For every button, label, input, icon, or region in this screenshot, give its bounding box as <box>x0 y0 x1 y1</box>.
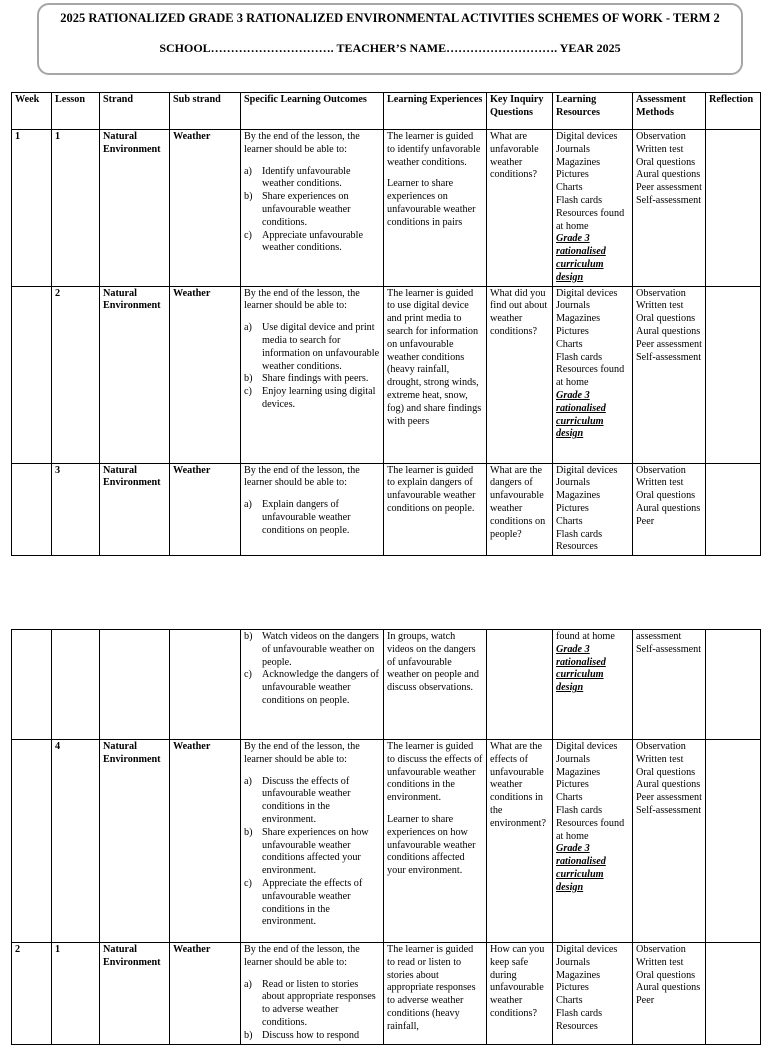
outcomes-intro: By the end of the lesson, the learner should be able to: <box>244 287 360 312</box>
experiences-cell <box>384 630 487 740</box>
col-header-strand: Strand <box>100 93 170 130</box>
sub-strand-cell: Weather <box>170 463 241 556</box>
assessment-cell <box>633 630 706 740</box>
empty-cell <box>52 630 100 740</box>
lesson-row-continued <box>12 630 761 740</box>
col-header-week: Week <box>12 93 52 130</box>
experience-text: The learner is guided to identify unfavorable weather conditions. <box>387 131 481 168</box>
week-cell: 2 <box>12 943 52 1045</box>
outcome-text: Read or listen to stories about appropriate responses to adverse weather conditions. <box>262 978 376 1028</box>
outcome-text: Explain dangers of unfavourable weather conditions on people. <box>262 499 351 536</box>
resources-cell <box>553 630 633 740</box>
assessment-item: Observation <box>636 287 686 299</box>
experience-text: In groups, watch videos on the dangers of unfavourable weather on people and discuss observations. <box>387 631 479 694</box>
spacer <box>387 805 483 814</box>
spacer <box>244 313 380 322</box>
outcome-item <box>244 776 380 827</box>
lesson-cell: 1 <box>52 130 100 287</box>
assessment-cell <box>633 463 706 556</box>
resource-item: Journals <box>556 143 590 155</box>
outcome-marker: b) <box>244 373 253 385</box>
empty-cell <box>100 630 170 740</box>
assessment-item: Peer assessment <box>636 792 702 804</box>
sub-strand-cell: Weather <box>170 130 241 287</box>
curriculum-design-link: Grade 3 rationalised curriculum design <box>556 389 606 440</box>
lesson-cell: 4 <box>52 740 100 943</box>
week-cell: 1 <box>12 130 52 287</box>
assessment-item: Written test <box>636 477 684 489</box>
outcomes-intro: By the end of the lesson, the learner should be able to: <box>244 944 360 968</box>
resources-cell <box>553 130 633 287</box>
outcome-marker: b) <box>244 1029 253 1041</box>
resource-item: Charts <box>556 995 583 1007</box>
outcome-marker: b) <box>244 826 253 838</box>
resource-item: Resources <box>556 541 598 553</box>
outcome-text: Acknowledge the dangers of unfavourable weather conditions on people. <box>262 669 379 706</box>
outcomes-cell <box>241 943 384 1045</box>
outcome-text: Discuss how to respond <box>262 1029 360 1041</box>
experience-text: The learner is guided to discuss the effects of unfavourable weather conditions in the environment. <box>387 741 483 804</box>
resource-item: Charts <box>556 338 583 350</box>
key-question-cell: What are the effects of unfavourable weather conditions in the environment? <box>487 740 553 943</box>
outcome-item <box>244 1030 380 1043</box>
outcome-text: Share findings with peers. <box>262 373 369 385</box>
assessment-item: Aural questions <box>636 982 701 994</box>
outcomes-cell <box>241 463 384 556</box>
curriculum-design-link: Grade 3 rationalised curriculum design <box>556 843 606 893</box>
experiences-cell <box>384 463 487 556</box>
outcomes-intro: By the end of the lesson, the learner should be able to: <box>244 131 360 155</box>
resource-item: Charts <box>556 182 583 194</box>
spacer <box>244 157 380 166</box>
col-header-key-questions: Key Inquiry Questions <box>487 93 553 130</box>
assessment-cell <box>633 286 706 463</box>
outcome-marker: c) <box>244 669 252 681</box>
assessment-item: Aural questions <box>636 169 701 181</box>
spacer <box>244 490 380 499</box>
outcomes-cell <box>241 286 384 463</box>
scheme-table-page-2 <box>11 629 761 1045</box>
outcome-text: Use digital device and print media to search for information on unfavourable weather conditions. <box>262 322 380 372</box>
assessment-item: Oral questions <box>636 156 696 168</box>
outcome-item <box>244 373 380 386</box>
assessment-item: Self-assessment <box>636 194 702 206</box>
strand-cell: Natural Environment <box>100 740 170 943</box>
outcome-item <box>244 979 380 1030</box>
sub-strand-cell: Weather <box>170 286 241 463</box>
sub-strand-cell: Weather <box>170 943 241 1045</box>
resources-cell <box>553 943 633 1045</box>
col-header-resources: Learning Resources <box>553 93 633 130</box>
assessment-item: Observation <box>636 131 686 142</box>
resource-item: Pictures <box>556 982 589 994</box>
resource-item: Magazines <box>556 490 601 502</box>
resource-item: Pictures <box>556 502 589 514</box>
scheme-table-page-1 <box>11 92 761 556</box>
strand-cell: Natural Environment <box>100 463 170 556</box>
outcomes-list <box>244 631 380 708</box>
outcome-item <box>244 878 380 929</box>
strand-cell: Natural Environment <box>100 286 170 463</box>
assessment-item: Peer assessment <box>636 182 702 194</box>
key-question-cell: What did you find out about weather conditions? <box>487 286 553 463</box>
lesson-row <box>12 463 761 556</box>
resource-item: Pictures <box>556 169 589 181</box>
resource-item: Magazines <box>556 313 601 325</box>
outcomes-cell <box>241 740 384 943</box>
assessment-item: Aural questions <box>636 779 701 791</box>
outcomes-list <box>244 499 380 537</box>
week-cell <box>12 740 52 943</box>
reflection-cell <box>706 630 761 740</box>
strand-cell: Natural Environment <box>100 943 170 1045</box>
assessment-item: Peer <box>636 515 655 527</box>
assessment-item: Observation <box>636 464 686 476</box>
assessment-item: Aural questions <box>636 325 701 337</box>
assessment-item: Peer assessment <box>636 338 702 350</box>
outcomes-intro: By the end of the lesson, the learner should be able to: <box>244 464 360 489</box>
outcomes-cell <box>241 630 384 740</box>
outcome-text: Share experiences on unfavourable weather conditions. <box>262 191 351 228</box>
lesson-row <box>12 130 761 287</box>
reflection-cell <box>706 463 761 556</box>
col-header-assessment: Assessment Methods <box>633 93 706 130</box>
resource-item: Charts <box>556 792 583 804</box>
assessment-item: Aural questions <box>636 502 701 514</box>
experience-text: The learner is guided to use digital device and print media to search for information on unfavourable weather conditions (heavy rainfall, drought, strong winds, extreme heat, snow, fog) and share findings with peers <box>387 287 482 427</box>
week-cell <box>12 463 52 556</box>
assessment-item: Observation <box>636 944 686 955</box>
outcome-marker: c) <box>244 229 252 241</box>
empty-cell <box>12 630 52 740</box>
assessment-item: Self-assessment <box>636 351 702 363</box>
lesson-cell: 1 <box>52 943 100 1045</box>
outcomes-intro: By the end of the lesson, the learner should be able to: <box>244 741 360 765</box>
resource-item: Charts <box>556 515 583 527</box>
resource-item: Flash cards <box>556 528 603 540</box>
outcome-text: Appreciate unfavourable weather conditions. <box>262 229 363 254</box>
resource-item: Flash cards <box>556 804 603 816</box>
resource-item: Journals <box>556 477 590 489</box>
key-question-cell: How can you keep safe during unfavourable weather conditions? <box>487 943 553 1045</box>
lesson-cell: 2 <box>52 286 100 463</box>
outcome-item <box>244 386 380 412</box>
outcomes-cell <box>241 130 384 287</box>
resource-item: Pictures <box>556 325 589 337</box>
resource-item: Resources found at home <box>556 817 625 842</box>
assessment-item: Observation <box>636 741 686 752</box>
document-header <box>37 3 743 75</box>
resource-item: Flash cards <box>556 194 603 206</box>
outcome-text: Watch videos on the dangers of unfavourable weather on people. <box>262 631 379 668</box>
resource-item: Pictures <box>556 779 589 791</box>
outcome-marker: c) <box>244 386 252 398</box>
outcome-marker: c) <box>244 877 252 889</box>
experience-text: The learner is guided to explain dangers of unfavourable weather conditions on people. <box>387 464 476 514</box>
week-cell <box>12 286 52 463</box>
outcomes-list <box>244 166 380 256</box>
key-question-cell: What are the dangers of unfavourable weather conditions on people? <box>487 463 553 556</box>
outcomes-list <box>244 322 380 412</box>
resource-item: Digital devices <box>556 464 618 476</box>
resource-item: Digital devices <box>556 287 618 299</box>
outcome-item <box>244 166 380 192</box>
resources-cell <box>553 286 633 463</box>
lesson-row <box>12 740 761 943</box>
outcome-item <box>244 827 380 878</box>
assessment-item: Peer <box>636 995 655 1007</box>
spacer <box>244 767 380 776</box>
outcome-text: Identify unfavourable weather conditions. <box>262 165 351 190</box>
document-title: 2025 RATIONALIZED GRADE 3 RATIONALIZED ENVIRONMENTAL ACTIVITIES SCHEMES OF WORK - TERM 2 <box>60 11 720 25</box>
empty-cell <box>170 630 241 740</box>
outcome-marker: b) <box>244 191 253 203</box>
assessment-item: Written test <box>636 753 684 765</box>
assessment-cell <box>633 740 706 943</box>
experiences-cell <box>384 286 487 463</box>
strand-cell: Natural Environment <box>100 130 170 287</box>
assessment-cell <box>633 130 706 287</box>
outcome-item <box>244 669 380 707</box>
resource-item: Resources found at home <box>556 207 625 232</box>
resource-item: Journals <box>556 300 590 312</box>
outcome-item <box>244 322 380 373</box>
outcome-marker: a) <box>244 165 252 177</box>
col-header-reflection: Reflection <box>706 93 761 130</box>
experiences-cell <box>384 943 487 1045</box>
resource-item: Journals <box>556 956 590 968</box>
outcome-marker: a) <box>244 775 252 787</box>
assessment-item: Self-assessment <box>636 804 702 816</box>
outcome-marker: a) <box>244 322 252 334</box>
outcome-marker: a) <box>244 499 252 511</box>
experiences-cell <box>384 740 487 943</box>
resource-item: Digital devices <box>556 741 618 752</box>
outcome-item <box>244 230 380 256</box>
assessment-item: Oral questions <box>636 969 696 981</box>
assessment-item: Written test <box>636 300 684 312</box>
assessment-item: Written test <box>636 143 684 155</box>
assessment-item: Written test <box>636 956 684 968</box>
resources-cell <box>553 463 633 556</box>
resource-item: Journals <box>556 753 590 765</box>
resource-item: Magazines <box>556 766 601 778</box>
resource-item: Resources found at home <box>556 364 625 389</box>
key-question-cell <box>487 630 553 740</box>
outcome-marker: a) <box>244 978 252 990</box>
curriculum-design-link: Grade 3 rationalised curriculum design <box>556 643 606 694</box>
resource-item: Flash cards <box>556 351 603 363</box>
outcome-marker: b) <box>244 631 253 642</box>
experiences-cell <box>384 130 487 287</box>
experience-text: Learner to share experiences on unfavourable weather conditions in pairs <box>387 178 476 228</box>
lesson-cell: 3 <box>52 463 100 556</box>
assessment-item: Self-assessment <box>636 643 702 655</box>
outcome-text: Discuss the effects of unfavourable weather conditions in the environment. <box>262 775 351 825</box>
lesson-row <box>12 943 761 1045</box>
spacer <box>244 970 380 979</box>
reflection-cell <box>706 740 761 943</box>
outcome-item <box>244 191 380 229</box>
col-header-sub-strand: Sub strand <box>170 93 241 130</box>
experience-text: The learner is guided to read or listen to stories about appropriate responses to adverse weather conditions (heavy rainfall, <box>387 944 476 1032</box>
reflection-cell <box>706 943 761 1045</box>
resource-item: Digital devices <box>556 944 618 955</box>
outcome-text: Enjoy learning using digital devices. <box>262 386 376 410</box>
document-subtitle: SCHOOL…………………………. TEACHER’S NAME………………………. YEAR 2025 <box>159 41 621 55</box>
curriculum-design-link: Grade 3 rationalised curriculum design <box>556 233 606 283</box>
assessment-item: assessment <box>636 631 682 642</box>
resource-item: Magazines <box>556 156 601 168</box>
assessment-cell <box>633 943 706 1045</box>
resource-item: Resources <box>556 1020 598 1032</box>
key-question-cell: What are unfavorable weather conditions? <box>487 130 553 287</box>
outcomes-list <box>244 979 380 1043</box>
col-header-lesson: Lesson <box>52 93 100 130</box>
outcome-item <box>244 499 380 537</box>
assessment-item: Oral questions <box>636 490 696 502</box>
experience-text: Learner to share experiences on how unfavourable weather conditions affected your environment. <box>387 813 476 877</box>
sub-strand-cell: Weather <box>170 740 241 943</box>
lesson-row <box>12 286 761 463</box>
outcomes-list <box>244 776 380 930</box>
resource-item: Magazines <box>556 969 601 981</box>
spacer <box>387 169 483 178</box>
table-header-row <box>12 93 761 130</box>
resources-cell <box>553 740 633 943</box>
outcome-item <box>244 631 380 669</box>
resource-item: Flash cards <box>556 1007 603 1019</box>
col-header-experiences: Learning Experiences <box>384 93 487 130</box>
reflection-cell <box>706 130 761 287</box>
outcome-text: Appreciate the effects of unfavourable weather conditions in the environment. <box>262 877 363 928</box>
resource-item: found at home <box>556 631 615 642</box>
reflection-cell <box>706 286 761 463</box>
assessment-item: Oral questions <box>636 766 696 778</box>
assessment-item: Oral questions <box>636 313 696 325</box>
resource-item: Digital devices <box>556 131 618 142</box>
outcome-text: Share experiences on how unfavourable weather conditions affected your environment. <box>262 826 369 877</box>
col-header-outcomes: Specific Learning Outcomes <box>241 93 384 130</box>
